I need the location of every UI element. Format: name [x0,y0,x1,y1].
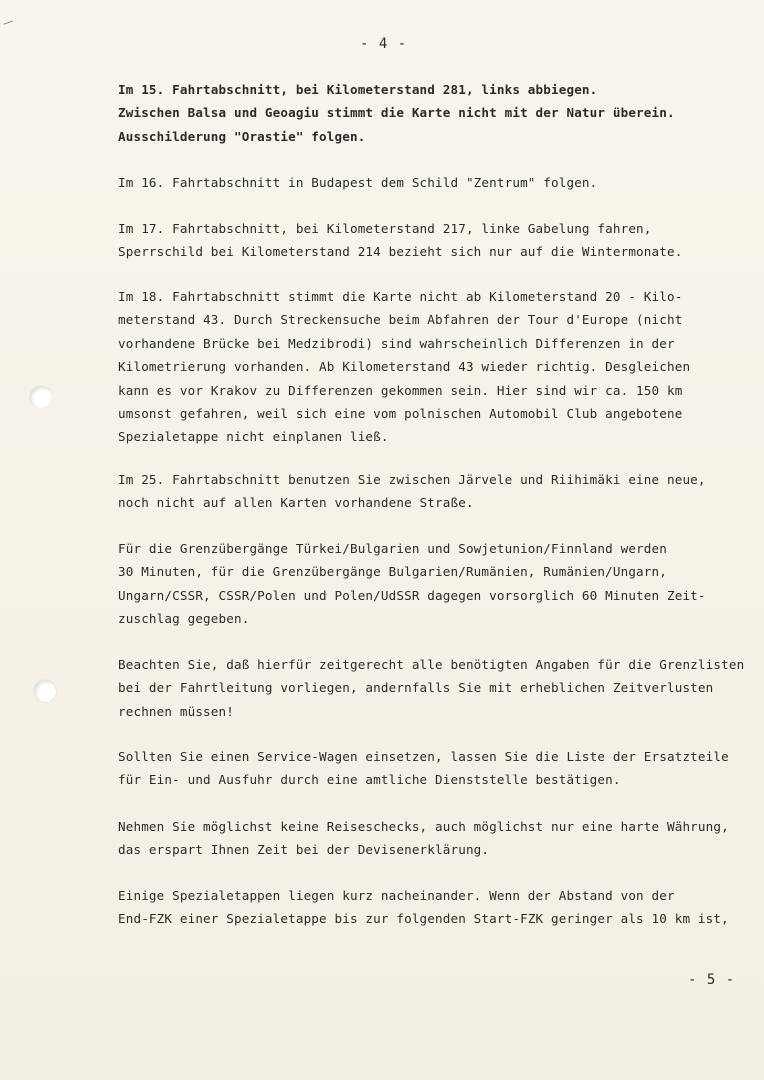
text-line: das erspart Ihnen Zeit bei der Devisenerklärung. [118,842,490,858]
paragraph-special-stages [118,884,738,931]
text-line: rechnen müssen! [118,703,234,719]
punch-hole-bottom [34,680,56,702]
text-line: Kilometrierung vorhanden. Ab Kilometerstand 43 wieder richtig. Desgleichen [118,359,691,375]
paragraph-border-lists [118,653,745,723]
text-line: Sperrschild bei Kilometerstand 214 bezieht sich nur auf die Wintermonate. [118,244,683,260]
text-line: Spezialetappe nicht einplanen ließ. [118,429,389,445]
next-page-marker: - 5 - [688,972,736,988]
text-line: zuschlag gegeben. [118,611,250,627]
text-line: Ausschilderung "Orastie" folgen. [118,128,366,144]
text-line: Im 25. Fahrtabschnitt benutzen Sie zwischen Järvele und Riihimäki eine neue, [118,472,706,487]
text-line: Für die Grenzübergänge Türkei/Bulgarien und Sowjetunion/Finnland werden [118,541,667,556]
paragraph-service-car [118,745,738,792]
punch-hole-top [30,386,52,408]
paragraph-stage-18 [118,285,738,449]
text-line: Im 15. Fahrtabschnitt, bei Kilometerstand 281, links abbiegen. [118,82,598,97]
paragraph-travellers-cheques [118,815,738,862]
paragraph-stage-15 [118,78,738,148]
text-line: Einige Spezialetappen liegen kurz nacheinander. Wenn der Abstand von der [118,888,675,903]
text-line: Sollten Sie einen Service-Wagen einsetzen, lassen Sie die Liste der Ersatzteile [118,749,729,764]
text-line: meterstand 43. Durch Streckensuche beim Abfahren der Tour d'Europe (nicht [118,312,683,328]
text-line: Im 17. Fahrtabschnitt, bei Kilometerstand 217, linke Gabelung fahren, [118,221,652,236]
text-line: für Ein- und Ausfuhr durch eine amtliche Dienststelle bestätigen. [118,772,621,788]
corner-mark [3,20,14,28]
text-line: noch nicht auf allen Karten vorhandene Straße. [118,495,474,511]
text-line: vorhandene Brücke bei Medzibrodi) sind wahrscheinlich Differenzen in der [118,335,675,351]
text-line: Beachten Sie, daß hierfür zeitgerecht alle benötigten Angaben für die Grenzlisten [118,657,745,672]
paragraph-stage-17 [118,217,738,264]
text-line: bei der Fahrtleitung vorliegen, andernfalls Sie mit erheblichen Zeitverlusten [118,680,714,696]
paragraph-stage-25 [118,468,738,515]
text-line: Nehmen Sie möglichst keine Reiseschecks, auch möglichst nur eine harte Währung, [118,819,729,834]
page-number: - 4 - [360,36,408,52]
text-line: umsonst gefahren, weil sich eine vom polnischen Automobil Club angebotene [118,406,683,422]
paragraph-border-crossings [118,537,738,631]
text-line: Zwischen Balsa und Geoagiu stimmt die Karte nicht mit der Natur überein. [118,105,675,121]
text-line: End-FZK einer Spezialetappe bis zur folgenden Start-FZK geringer als 10 km ist, [118,911,729,927]
text-line: 30 Minuten, für die Grenzübergänge Bulgarien/Rumänien, Rumänien/Ungarn, [118,564,667,580]
paragraph-stage-16 [118,171,738,194]
text-line: Im 16. Fahrtabschnitt in Budapest dem Schild "Zentrum" folgen. [118,175,598,190]
text-line: Ungarn/CSSR, CSSR/Polen und Polen/UdSSR dagegen vorsorglich 60 Minuten Zeit- [118,587,706,603]
text-line: kann es vor Krakov zu Differenzen gekommen sein. Hier sind wir ca. 150 km [118,382,683,398]
text-line: Im 18. Fahrtabschnitt stimmt die Karte nicht ab Kilometerstand 20 - Kilo- [118,289,683,304]
